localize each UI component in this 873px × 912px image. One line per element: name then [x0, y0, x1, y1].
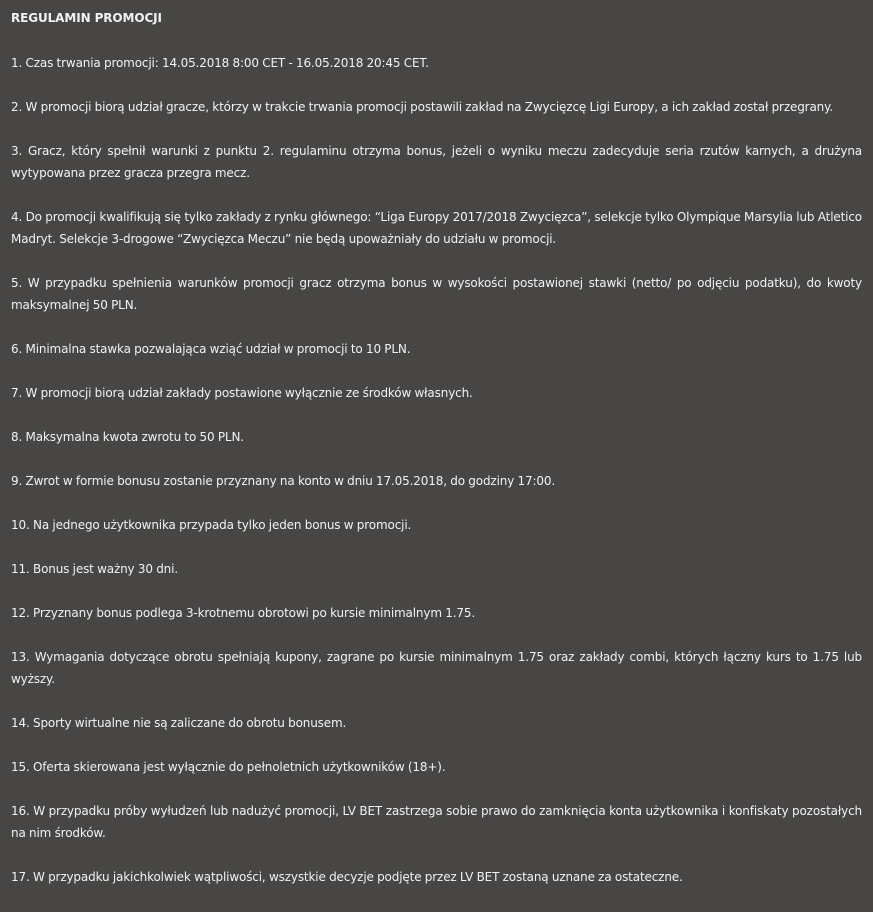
rule-item-6: 6. Minimalna stawka pozwalająca wziąć udział w promocji to 10 PLN. [11, 342, 411, 356]
rule-item-9: 9. Zwrot w formie bonusu zostanie przyznany na konto w dniu 17.05.2018, do godziny 17:00. [11, 474, 556, 488]
rule-item-11: 11. Bonus jest ważny 30 dni. [11, 562, 178, 576]
rule-item-16: 16. W przypadku próby wyłudzeń lub nadużyć promocji, LV BET zastrzega sobie prawo do zamknięcia konta użytkownika i konfiskaty pozostałych na nim środków. [11, 804, 862, 840]
rule-item-1: 1. Czas trwania promocji: 14.05.2018 8:00 CET - 16.05.2018 20:45 CET. [11, 56, 429, 70]
page-title: REGULAMIN PROMOCJI [11, 11, 162, 25]
rule-item-4: 4. Do promocji kwalifikują się tylko zakłady z rynku głównego: “Liga Europy 2017/2018 Zwycięzca”, selekcje tylko Olympique Marsylia lub Atletico Madryt. Selekcje 3-drogowe “Zwycięzca Meczu” nie będą upoważniały do udziału w promocji. [11, 210, 862, 246]
rule-item-10: 10. Na jednego użytkownika przypada tylko jeden bonus w promocji. [11, 518, 412, 532]
rule-item-13: 13. Wymagania dotyczące obrotu spełniają kupony, zagrane po kursie minimalnym 1.75 oraz zakłady combi, których łączny kurs to 1.75 lub wyższy. [11, 650, 862, 686]
rule-item-15: 15. Oferta skierowana jest wyłącznie do pełnoletnich użytkowników (18+). [11, 760, 446, 774]
rule-item-12: 12. Przyznany bonus podlega 3-krotnemu obrotowi po kursie minimalnym 1.75. [11, 606, 476, 620]
rule-item-2: 2. W promocji biorą udział gracze, którzy w trakcie trwania promocji postawili zakład na Zwycięzcę Ligi Europy, a ich zakład został przegrany. [11, 100, 834, 114]
rule-item-17: 17. W przypadku jakichkolwiek wątpliwości, wszystkie decyzje podjęte przez LV BET zostaną uznane za ostateczne. [11, 870, 683, 884]
rule-item-5: 5. W przypadku spełnienia warunków promocji gracz otrzyma bonus w wysokości postawionej stawki (netto/ po odjęciu podatku), do kwoty maksymalnej 50 PLN. [11, 276, 862, 312]
rule-item-3: 3. Gracz, który spełnił warunki z punktu 2. regulaminu otrzyma bonus, jeżeli o wyniku meczu zadecyduje seria rzutów karnych, a drużyna wytypowana przez gracza przegra mecz. [11, 144, 862, 180]
rule-item-7: 7. W promocji biorą udział zakłady postawione wyłącznie ze środków własnych. [11, 386, 473, 400]
rule-item-14: 14. Sporty wirtualne nie są zaliczane do obrotu bonusem. [11, 716, 347, 730]
rule-item-8: 8. Maksymalna kwota zwrotu to 50 PLN. [11, 430, 244, 444]
